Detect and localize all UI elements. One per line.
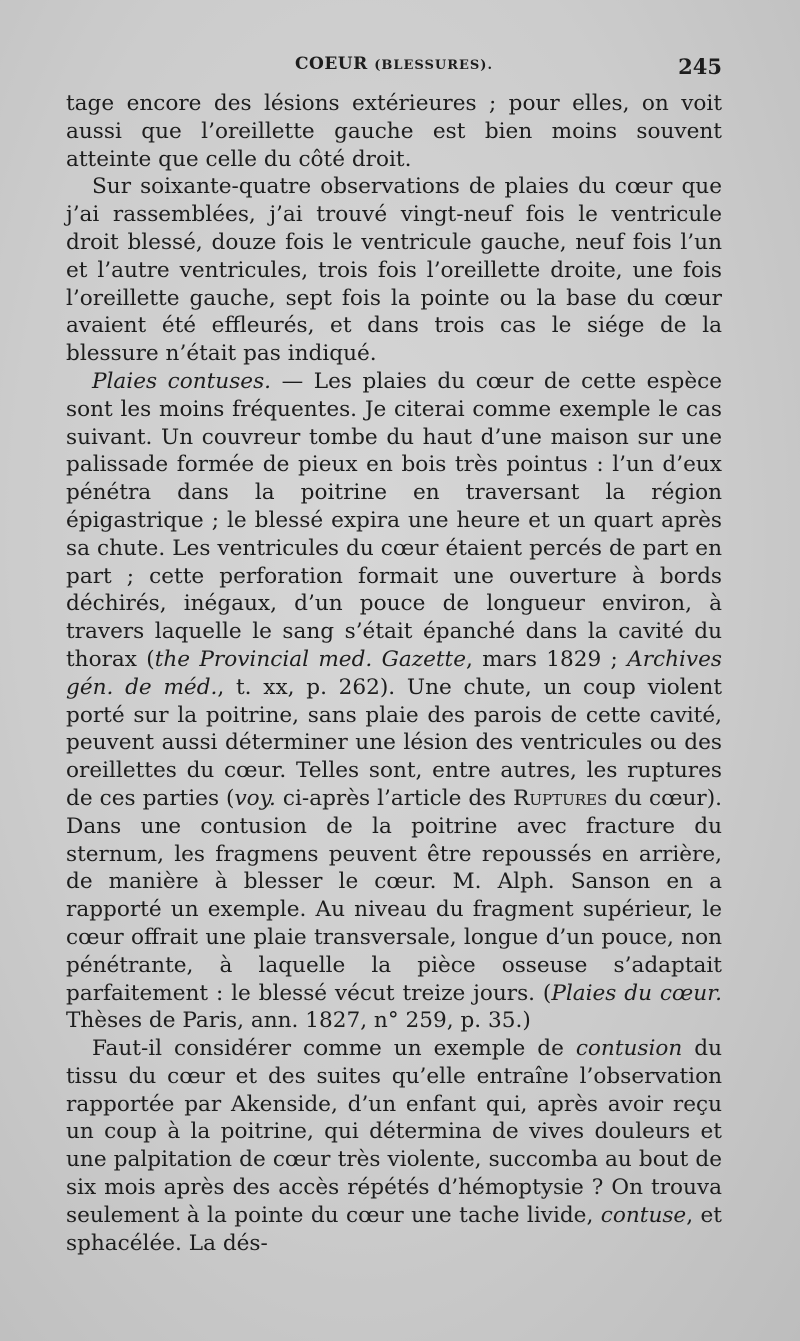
paragraph-3 (66, 368, 722, 1035)
paragraph-2 (66, 173, 722, 368)
text-segment: Faut-il considérer comme un exemple de (92, 1036, 576, 1062)
term-italic: contusion (575, 1036, 683, 1062)
running-title (66, 54, 722, 74)
running-title-sub: (BLESSURES). (374, 58, 493, 73)
citation-italic: Plaies du cœur. (551, 980, 723, 1006)
text-segment: du cœur). Dans une contusion de la poitrine avec fracture du sternum, les fragmens peuvent être repoussés en arrière, de manière à blesser le cœur. M. Alph. Sanson en a rapporté un exemple. Au niveau du fragment supérieur, le cœur offrait une plaie transversale, longue d’un pouce, non pénétrante, à laquelle la pièce osseuse s’adaptait parfaitement : le blessé vécut treize jours. ( (66, 785, 723, 1006)
text-segment: Sur soixante-quatre observations de plaies du cœur que j’ai rassemblées, j’ai trouvé vingt-neuf fois le ventricule droit blessé, douze fois le ventricule gauche, neuf fois l’un et l’autre ventricules, trois fois l’oreillette droite, une fois l’oreillette gauche, sept fois la pointe ou la base du cœur avaient été effleurés, et dans trois cas le siége de la blessure n’était pas indiqué. (66, 174, 722, 367)
text-segment: tage encore des lésions extérieures ; pour elles, on voit aussi que l’oreillette gauche est bien moins souvent atteinte que celle du côté droit. (66, 91, 722, 172)
paragraph-1 (66, 90, 722, 173)
text-segment: , t. xx, p. 262). Une chute, un coup violent porté sur la poitrine, sans plaie des parois de cette cavité, peuvent aussi déterminer une lésion des ventricules ou des oreillettes du cœur. Telles sont, entre autres, les ruptures de ces parties ( (66, 674, 722, 811)
text-segment: du tissu du cœur et des suites qu’elle entraîne l’observation rapportée par Akenside, d’un enfant qui, après avoir reçu un coup à la poitrine, qui détermina de vives douleurs et une palpitation de cœur très violente, succomba au bout de six mois après des accès répétés d’hémoptysie ? On trouva seulement à la pointe du cœur une tache livide, (66, 1036, 722, 1228)
text-segment: — Les plaies du cœur de cette espèce sont les moins fréquentes. Je citerai comme exemple le cas suivant. Un couvreur tombe du haut d’une maison sur une palissade formée de pieux en bois très pointus : l’un d’eux pénétra dans la poitrine en traversant la région épigastrique ; le blessé expira une heure et un quart après sa chute. Les ventricules du cœur étaient percés de part en part ; cette perforation formait une ouverture à bords déchirés, inégaux, d’un pouce de longueur environ, à travers laquelle le sang s’était épanché dans la cavité du thorax ( (66, 368, 722, 672)
page-header (66, 54, 722, 86)
citation-italic: voy. (234, 785, 276, 811)
term-italic: contuse (600, 1202, 687, 1228)
citation-italic: the Provincial med. Gazette (154, 646, 467, 672)
paragraph-4 (66, 1035, 722, 1257)
text-segment: , mars 1829 ; (466, 646, 628, 672)
citation-italic: Archives gén. de méd. (66, 646, 722, 700)
text-segment: Thèses de Paris, ann. 1827, n° 259, p. 35.) (66, 1008, 531, 1034)
running-title-main: COEUR (295, 54, 368, 74)
text-segment: , et sphacélée. La dés- (66, 1202, 722, 1256)
section-heading-plaies-contuses: Plaies contuses. (92, 368, 272, 394)
page-number: 245 (678, 54, 722, 79)
body-text (66, 90, 722, 1257)
text-segment: ci-après l’article des (275, 785, 514, 811)
cross-reference-smallcaps: Ruptures (513, 785, 608, 811)
